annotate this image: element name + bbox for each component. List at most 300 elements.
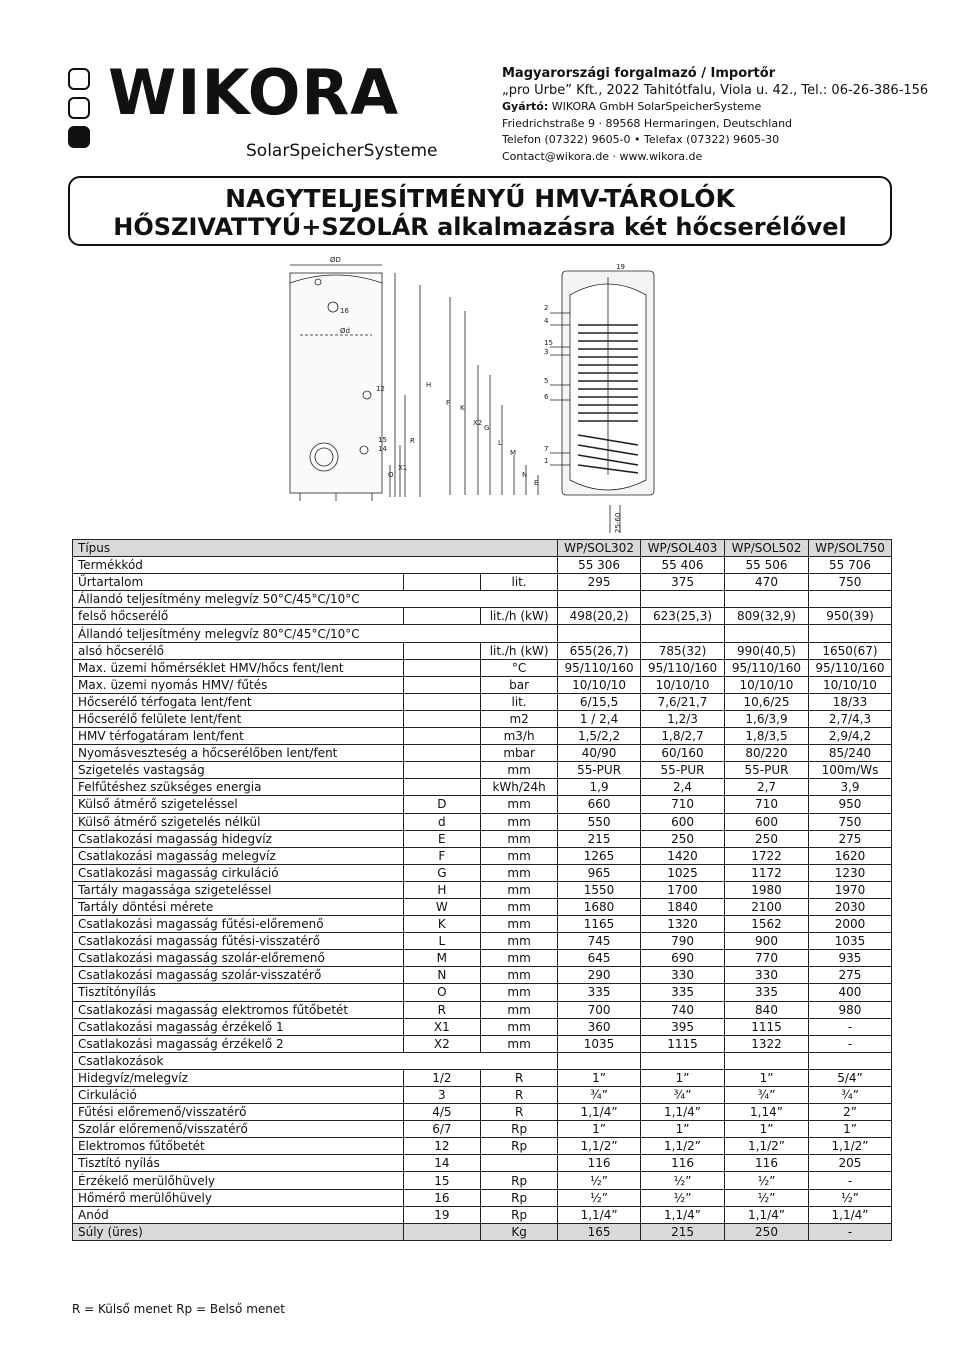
table-cell: O bbox=[403, 984, 481, 1001]
table-row bbox=[73, 557, 892, 574]
table-cell: 1322 bbox=[725, 1035, 809, 1052]
callout-15-left: 15 bbox=[378, 436, 387, 444]
table-cell bbox=[403, 762, 481, 779]
table-cell: 785(32) bbox=[641, 642, 725, 659]
table-cell: 95/110/160 bbox=[641, 659, 725, 676]
table-row bbox=[73, 1104, 892, 1121]
table-cell: 250 bbox=[725, 1223, 809, 1240]
table-cell bbox=[808, 1052, 891, 1069]
table-cell: 950 bbox=[808, 796, 891, 813]
table-cell: R bbox=[481, 1087, 558, 1104]
table-cell: Fűtési előremenő/visszatérő bbox=[73, 1104, 404, 1121]
dim-label-D: ØD bbox=[330, 256, 341, 264]
table-cell: 116 bbox=[725, 1155, 809, 1172]
table-cell: X1 bbox=[403, 1018, 481, 1035]
table-cell: 60/160 bbox=[641, 745, 725, 762]
table-cell: Kg bbox=[481, 1223, 558, 1240]
table-cell: 85/240 bbox=[808, 745, 891, 762]
table-row bbox=[73, 1138, 892, 1155]
table-cell: 1” bbox=[808, 1121, 891, 1138]
dim-G: G bbox=[484, 424, 490, 432]
table-cell: Tisztító nyílás bbox=[73, 1155, 404, 1172]
table-row bbox=[73, 813, 892, 830]
table-cell: WP/SOL403 bbox=[641, 540, 725, 557]
table-cell: - bbox=[808, 1018, 891, 1035]
table-cell: 1,2/3 bbox=[641, 710, 725, 727]
table-cell: mm bbox=[481, 916, 558, 933]
table-cell: 275 bbox=[808, 967, 891, 984]
dim-H: H bbox=[426, 381, 432, 389]
table-cell: 790 bbox=[641, 933, 725, 950]
table-cell: 1265 bbox=[558, 847, 641, 864]
table-cell: E bbox=[403, 830, 481, 847]
table-cell: 2,7 bbox=[725, 779, 809, 796]
table-cell: 2” bbox=[808, 1104, 891, 1121]
table-cell: 10,6/25 bbox=[725, 693, 809, 710]
table-cell: felső hőcserélő bbox=[73, 608, 404, 625]
table-row bbox=[73, 796, 892, 813]
table-cell: 498(20,2) bbox=[558, 608, 641, 625]
table-cell: 1035 bbox=[558, 1035, 641, 1052]
table-cell: mm bbox=[481, 813, 558, 830]
table-cell: 950(39) bbox=[808, 608, 891, 625]
table-cell bbox=[403, 676, 481, 693]
table-cell: 965 bbox=[558, 864, 641, 881]
dim-F: F bbox=[446, 399, 451, 407]
table-cell: Max. üzemi hőmérséklet HMV/hőcs fent/lent bbox=[73, 659, 404, 676]
table-cell: Hőcserélő felülete lent/fent bbox=[73, 710, 404, 727]
table-row bbox=[73, 984, 892, 1001]
table-cell: 623(25,3) bbox=[641, 608, 725, 625]
table-row bbox=[73, 1018, 892, 1035]
table-row bbox=[73, 1189, 892, 1206]
table-cell: Csatlakozási magasság szolár-előremenő bbox=[73, 950, 404, 967]
table-cell: 10/10/10 bbox=[558, 676, 641, 693]
table-cell bbox=[641, 591, 725, 608]
table-cell bbox=[403, 693, 481, 710]
table-cell: Csatlakozási magasság érzékelő 1 bbox=[73, 1018, 404, 1035]
table-cell: 395 bbox=[641, 1018, 725, 1035]
table-row bbox=[73, 762, 892, 779]
table-cell: 330 bbox=[725, 967, 809, 984]
table-cell: Csatlakozási magasság szolár-visszatérő bbox=[73, 967, 404, 984]
callout-12: 12 bbox=[376, 385, 385, 393]
table-cell: R bbox=[481, 1069, 558, 1086]
table-cell: 7,6/21,7 bbox=[641, 693, 725, 710]
table-cell: 710 bbox=[725, 796, 809, 813]
page-subtitle: HŐSZIVATTYÚ+SZOLÁR alkalmazásra két hőcserélővel bbox=[113, 213, 847, 241]
table-cell: Csatlakozások bbox=[73, 1052, 558, 1069]
dim-N: N bbox=[522, 471, 528, 479]
table-cell: Rp bbox=[481, 1206, 558, 1223]
table-cell: 6/7 bbox=[403, 1121, 481, 1138]
table-cell: 40/90 bbox=[558, 745, 641, 762]
table-cell bbox=[403, 608, 481, 625]
table-cell: Érzékelő merülőhüvely bbox=[73, 1172, 404, 1189]
table-cell: F bbox=[403, 847, 481, 864]
table-cell: 935 bbox=[808, 950, 891, 967]
table-row bbox=[73, 676, 892, 693]
table-row bbox=[73, 1035, 892, 1052]
table-cell: Hidegvíz/melegvíz bbox=[73, 1069, 404, 1086]
table-cell: Tartály magassága szigeteléssel bbox=[73, 881, 404, 898]
table-cell: 750 bbox=[808, 574, 891, 591]
table-cell: 12 bbox=[403, 1138, 481, 1155]
table-cell: kWh/24h bbox=[481, 779, 558, 796]
table-cell: WP/SOL302 bbox=[558, 540, 641, 557]
table-row bbox=[73, 540, 892, 557]
table-cell: 900 bbox=[725, 933, 809, 950]
table-cell: N bbox=[403, 967, 481, 984]
callout-19: 19 bbox=[616, 263, 625, 271]
table-cell: - bbox=[808, 1172, 891, 1189]
table-cell bbox=[558, 591, 641, 608]
table-cell: 330 bbox=[641, 967, 725, 984]
callout-7: 7 bbox=[544, 445, 549, 453]
table-cell: 1722 bbox=[725, 847, 809, 864]
table-cell: - bbox=[808, 1223, 891, 1240]
table-cell: 990(40,5) bbox=[725, 642, 809, 659]
table-cell: 18/33 bbox=[808, 693, 891, 710]
table-row bbox=[73, 693, 892, 710]
table-cell: mm bbox=[481, 1001, 558, 1018]
table-row bbox=[73, 1001, 892, 1018]
table-cell: 80/220 bbox=[725, 745, 809, 762]
table-row bbox=[73, 1172, 892, 1189]
table-cell: 215 bbox=[641, 1223, 725, 1240]
table-cell: ½” bbox=[641, 1189, 725, 1206]
table-cell: m2 bbox=[481, 710, 558, 727]
table-cell: 295 bbox=[558, 574, 641, 591]
table-cell: 116 bbox=[641, 1155, 725, 1172]
table-cell: 165 bbox=[558, 1223, 641, 1240]
table-row bbox=[73, 779, 892, 796]
table-row bbox=[73, 728, 892, 745]
table-cell: Csatlakozási magasság elektromos fűtőbetét bbox=[73, 1001, 404, 1018]
table-cell: mm bbox=[481, 830, 558, 847]
table-cell: Rp bbox=[481, 1138, 558, 1155]
table-cell: alsó hőcserélő bbox=[73, 642, 404, 659]
table-cell: lit./h (kW) bbox=[481, 608, 558, 625]
table-cell: 1,1/2” bbox=[558, 1138, 641, 1155]
table-cell: 2030 bbox=[808, 898, 891, 915]
callout-15-right: 15 bbox=[544, 339, 553, 347]
table-cell: L bbox=[403, 933, 481, 950]
table-cell: Tartály döntési mérete bbox=[73, 898, 404, 915]
table-cell: 116 bbox=[558, 1155, 641, 1172]
table-cell: 1035 bbox=[808, 933, 891, 950]
callout-4: 4 bbox=[544, 317, 549, 325]
table-cell: 335 bbox=[558, 984, 641, 1001]
callout-1: 1 bbox=[544, 457, 549, 465]
table-cell: 1,9 bbox=[558, 779, 641, 796]
table-cell: mm bbox=[481, 796, 558, 813]
specs-table bbox=[72, 539, 892, 1241]
table-cell: 1320 bbox=[641, 916, 725, 933]
dim-M: M bbox=[510, 449, 517, 457]
table-cell: mm bbox=[481, 984, 558, 1001]
table-cell: 1,8/3,5 bbox=[725, 728, 809, 745]
table-cell: 1,1/4” bbox=[641, 1206, 725, 1223]
table-cell: 335 bbox=[641, 984, 725, 1001]
table-cell: mm bbox=[481, 898, 558, 915]
table-cell: 600 bbox=[641, 813, 725, 830]
table-cell: X2 bbox=[403, 1035, 481, 1052]
table-cell: Csatlakozási magasság cirkuláció bbox=[73, 864, 404, 881]
table-cell bbox=[641, 1052, 725, 1069]
table-cell bbox=[725, 591, 809, 608]
table-cell: Típus bbox=[73, 540, 558, 557]
table-row bbox=[73, 574, 892, 591]
table-cell bbox=[403, 1223, 481, 1240]
title-box bbox=[68, 176, 892, 246]
table-cell: Termékkód bbox=[73, 557, 558, 574]
table-cell: G bbox=[403, 864, 481, 881]
technical-drawing bbox=[270, 255, 690, 535]
table-cell: 1,1/4” bbox=[558, 1104, 641, 1121]
table-cell: 1980 bbox=[725, 881, 809, 898]
table-cell: W bbox=[403, 898, 481, 915]
logo-square-icon bbox=[68, 97, 90, 119]
dim-X2: X2 bbox=[473, 419, 483, 427]
table-row bbox=[73, 1121, 892, 1138]
table-cell: 215 bbox=[558, 830, 641, 847]
callout-16: 16 bbox=[340, 307, 349, 315]
table-row bbox=[73, 1155, 892, 1172]
table-row bbox=[73, 950, 892, 967]
table-cell: ¾” bbox=[725, 1087, 809, 1104]
table-cell: mbar bbox=[481, 745, 558, 762]
table-cell: 95/110/160 bbox=[558, 659, 641, 676]
table-cell: 10/10/10 bbox=[725, 676, 809, 693]
table-cell: ½” bbox=[808, 1189, 891, 1206]
dim-label-d: Ød bbox=[340, 327, 350, 335]
table-cell: 1,14” bbox=[725, 1104, 809, 1121]
table-cell bbox=[808, 591, 891, 608]
dim-R: R bbox=[410, 437, 415, 445]
table-cell: ¾” bbox=[808, 1087, 891, 1104]
table-cell: H bbox=[403, 881, 481, 898]
table-cell: Űrtartalom bbox=[73, 574, 404, 591]
table-cell: Anód bbox=[73, 1206, 404, 1223]
table-cell: D bbox=[403, 796, 481, 813]
table-cell: 1/2 bbox=[403, 1069, 481, 1086]
table-cell: 660 bbox=[558, 796, 641, 813]
dim-X1: X1 bbox=[398, 464, 408, 472]
table-cell: °C bbox=[481, 659, 558, 676]
table-cell: 1” bbox=[725, 1069, 809, 1086]
table-cell: 55 506 bbox=[725, 557, 809, 574]
table-cell: 1970 bbox=[808, 881, 891, 898]
table-cell: bar bbox=[481, 676, 558, 693]
table-cell: HMV térfogatáram lent/fent bbox=[73, 728, 404, 745]
table-cell: lit./h (kW) bbox=[481, 642, 558, 659]
table-row bbox=[73, 1052, 892, 1069]
table-cell: 1172 bbox=[725, 864, 809, 881]
table-cell: Külső átmérő szigeteléssel bbox=[73, 796, 404, 813]
header-contact bbox=[502, 66, 928, 165]
table-cell: 375 bbox=[641, 574, 725, 591]
table-cell: 2,7/4,3 bbox=[808, 710, 891, 727]
table-cell: 1,1/4” bbox=[808, 1206, 891, 1223]
table-cell: 2,4 bbox=[641, 779, 725, 796]
table-cell: mm bbox=[481, 762, 558, 779]
table-cell: 55-PUR bbox=[725, 762, 809, 779]
table-cell: Csatlakozási magasság érzékelő 2 bbox=[73, 1035, 404, 1052]
manufacturer-line bbox=[502, 99, 928, 116]
table-cell: 1115 bbox=[641, 1035, 725, 1052]
table-cell: Állandó teljesítmény melegvíz 80°C/45°C/10°C bbox=[73, 625, 558, 642]
table-cell: 809(32,9) bbox=[725, 608, 809, 625]
table-cell: 55 706 bbox=[808, 557, 891, 574]
table-cell: Nyomásveszteség a hőcserélőben lent/fent bbox=[73, 745, 404, 762]
table-cell: ½” bbox=[725, 1189, 809, 1206]
table-cell bbox=[403, 659, 481, 676]
table-cell: 1,1/4” bbox=[641, 1104, 725, 1121]
table-cell bbox=[403, 779, 481, 796]
table-cell: 690 bbox=[641, 950, 725, 967]
table-cell: mm bbox=[481, 1018, 558, 1035]
table-cell: 1” bbox=[641, 1121, 725, 1138]
table-cell: Felfűtéshez szükséges energia bbox=[73, 779, 404, 796]
table-cell: Max. üzemi nyomás HMV/ fűtés bbox=[73, 676, 404, 693]
table-cell: 1,1/2” bbox=[808, 1138, 891, 1155]
dim-L: L bbox=[498, 439, 502, 447]
logo-square-icon bbox=[68, 68, 90, 90]
table-cell: M bbox=[403, 950, 481, 967]
table-cell: ¾” bbox=[641, 1087, 725, 1104]
table-cell: 19 bbox=[403, 1206, 481, 1223]
table-cell: 1840 bbox=[641, 898, 725, 915]
table-cell: Csatlakozási magasság fűtési-előremenő bbox=[73, 916, 404, 933]
callout-3: 3 bbox=[544, 348, 549, 356]
table-cell: 1,1/2” bbox=[641, 1138, 725, 1155]
table-row bbox=[73, 967, 892, 984]
table-cell: 1,5/2,2 bbox=[558, 728, 641, 745]
table-cell: 2000 bbox=[808, 916, 891, 933]
table-cell: ¾” bbox=[558, 1087, 641, 1104]
table-cell: 770 bbox=[725, 950, 809, 967]
tank-cutaway-drawing bbox=[450, 271, 654, 533]
table-cell: 400 bbox=[808, 984, 891, 1001]
callout-6: 6 bbox=[544, 393, 549, 401]
table-cell: Hőcserélő térfogata lent/fent bbox=[73, 693, 404, 710]
brand-subtitle: SolarSpeicherSysteme bbox=[246, 141, 438, 161]
table-cell bbox=[725, 1052, 809, 1069]
table-cell: 275 bbox=[808, 830, 891, 847]
table-row bbox=[73, 847, 892, 864]
table-cell: 1” bbox=[641, 1069, 725, 1086]
table-cell: mm bbox=[481, 933, 558, 950]
table-cell: 600 bbox=[725, 813, 809, 830]
table-cell: 2100 bbox=[725, 898, 809, 915]
table-cell: Rp bbox=[481, 1121, 558, 1138]
table-cell: 290 bbox=[558, 967, 641, 984]
table-row bbox=[73, 830, 892, 847]
table-cell: 6/15,5 bbox=[558, 693, 641, 710]
table-row bbox=[73, 659, 892, 676]
dim-25-60: 25-60 bbox=[614, 512, 622, 533]
manufacturer-phone: Telefon (07322) 9605-0 • Telefax (07322) 9605-30 bbox=[502, 133, 780, 146]
table-cell: ½” bbox=[641, 1172, 725, 1189]
table-cell bbox=[403, 642, 481, 659]
table-cell: R bbox=[403, 1001, 481, 1018]
table-row bbox=[73, 1087, 892, 1104]
table-row bbox=[73, 745, 892, 762]
table-cell: 1 / 2,4 bbox=[558, 710, 641, 727]
table-cell: 15 bbox=[403, 1172, 481, 1189]
table-row bbox=[73, 710, 892, 727]
table-row bbox=[73, 881, 892, 898]
table-cell: Állandó teljesítmény melegvíz 50°C/45°C/10°C bbox=[73, 591, 558, 608]
table-cell: 745 bbox=[558, 933, 641, 950]
table-cell: 1” bbox=[558, 1069, 641, 1086]
table-cell: Rp bbox=[481, 1172, 558, 1189]
table-cell: 1620 bbox=[808, 847, 891, 864]
dim-K: K bbox=[460, 404, 465, 412]
table-cell: ½” bbox=[558, 1172, 641, 1189]
brand-name: WIKORA bbox=[108, 56, 400, 129]
table-cell: 250 bbox=[725, 830, 809, 847]
table-cell bbox=[808, 625, 891, 642]
table-cell: 205 bbox=[808, 1155, 891, 1172]
table-cell bbox=[481, 1155, 558, 1172]
table-row bbox=[73, 625, 892, 642]
table-cell: WP/SOL750 bbox=[808, 540, 891, 557]
table-cell bbox=[558, 625, 641, 642]
dim-O: O bbox=[388, 471, 394, 479]
manufacturer-name: WIKORA GmbH SolarSpeicherSysteme bbox=[551, 100, 762, 113]
callout-14: 14 bbox=[378, 445, 387, 453]
table-cell: WP/SOL502 bbox=[725, 540, 809, 557]
table-row bbox=[73, 864, 892, 881]
callout-2: 2 bbox=[544, 304, 549, 312]
table-cell: 1025 bbox=[641, 864, 725, 881]
table-cell: 840 bbox=[725, 1001, 809, 1018]
table-cell: 55 306 bbox=[558, 557, 641, 574]
table-cell: 1,1/2” bbox=[725, 1138, 809, 1155]
table-cell: 10/10/10 bbox=[641, 676, 725, 693]
table-cell: 700 bbox=[558, 1001, 641, 1018]
table-cell: K bbox=[403, 916, 481, 933]
table-cell: mm bbox=[481, 967, 558, 984]
table-cell: 1,6/3,9 bbox=[725, 710, 809, 727]
table-cell: R bbox=[481, 1104, 558, 1121]
table-cell: d bbox=[403, 813, 481, 830]
table-cell: 10/10/10 bbox=[808, 676, 891, 693]
table-cell: 4/5 bbox=[403, 1104, 481, 1121]
table-cell: Rp bbox=[481, 1189, 558, 1206]
table-cell: Hőmérő merülőhüvely bbox=[73, 1189, 404, 1206]
thread-legend: R = Külső menet Rp = Belső menet bbox=[72, 1302, 285, 1316]
table-cell bbox=[403, 745, 481, 762]
table-cell: 14 bbox=[403, 1155, 481, 1172]
table-cell: 1,8/2,7 bbox=[641, 728, 725, 745]
logo-squares bbox=[68, 68, 90, 155]
table-row bbox=[73, 1223, 892, 1240]
table-cell: 95/110/160 bbox=[725, 659, 809, 676]
manufacturer-label: Gyártó: bbox=[502, 100, 549, 113]
table-row bbox=[73, 916, 892, 933]
table-cell: 1562 bbox=[725, 916, 809, 933]
table-cell: lit. bbox=[481, 693, 558, 710]
table-cell: Szigetelés vastagság bbox=[73, 762, 404, 779]
table-cell: - bbox=[808, 1035, 891, 1052]
table-row bbox=[73, 933, 892, 950]
table-cell: 250 bbox=[641, 830, 725, 847]
table-row bbox=[73, 1206, 892, 1223]
table-cell: Cirkuláció bbox=[73, 1087, 404, 1104]
